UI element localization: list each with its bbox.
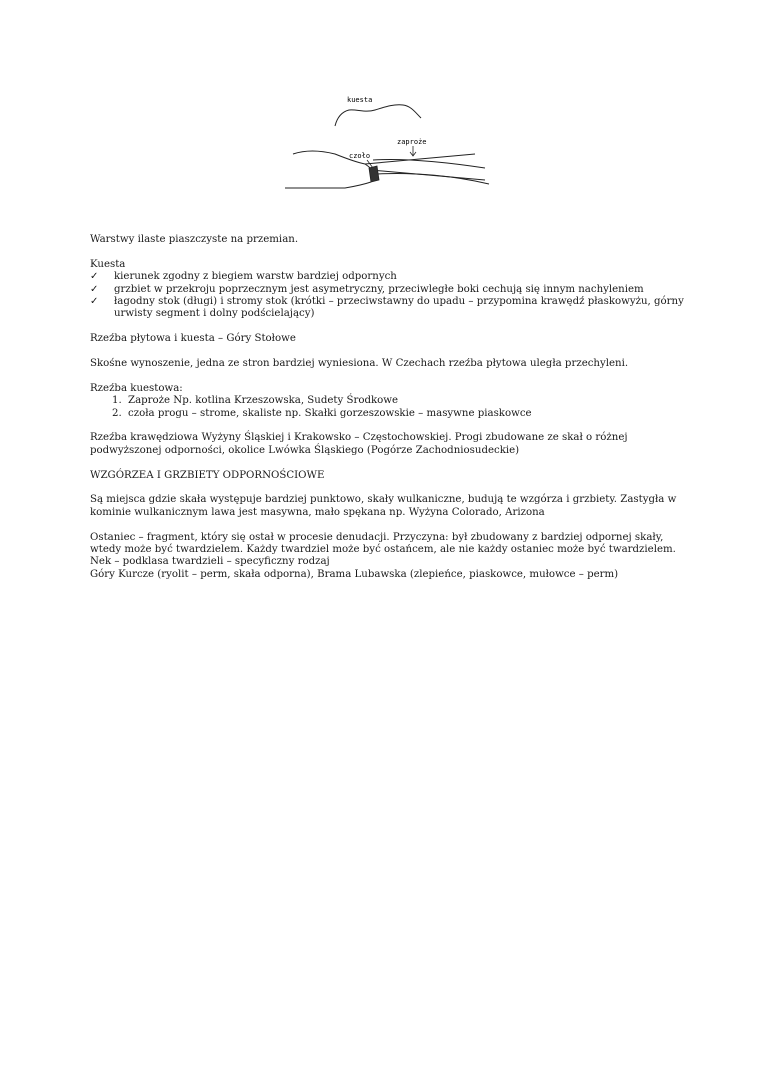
heading-wzgorza: WZGÓRZEA I GRZBIETY ODPORNOŚCIOWE bbox=[90, 469, 325, 481]
list-item bbox=[90, 408, 690, 420]
list-item-text: łagodny stok (długi) i stromy stok (krótki – przeciwstawny do upadu – przypomina krawędź płaskowyżu, górny urwisty segment i dolny podścielający) bbox=[114, 296, 684, 320]
paragraph-rzezba-plytowa: Rzeźba płytowa i kuesta – Góry Stołowe bbox=[90, 333, 296, 345]
lower-ground-line bbox=[285, 182, 371, 188]
kuesta-sketch-diagram bbox=[285, 88, 495, 198]
label-kuesta: kuesta bbox=[347, 96, 373, 104]
paragraph-sa-miejsca: Są miejsca gdzie skała występuje bardziej punktowo, skały wulkaniczne, budują te wzgórza i grzbiety. Zastygła w kominie wulkanicznym lawa jest masywna, mało spękana np. Wyżyna Colorado, Arizona bbox=[90, 494, 677, 518]
upper-layer-line bbox=[373, 159, 485, 168]
paragraph-skosne: Skośne wynoszenie, jedna ze stron bardziej wyniesiona. W Czechach rzeźba płytowa uległa przechyleni. bbox=[90, 358, 629, 370]
paragraph-warstwy: Warstwy ilaste piaszczyste na przemian. bbox=[90, 234, 299, 245]
list-item-text: Zaproże Np. kotlina Krzeszowska, Sudety Środkowe bbox=[128, 395, 399, 407]
checkmark-icon: ✓ bbox=[90, 271, 99, 283]
kuesta-outline-line bbox=[335, 105, 421, 126]
list-item-text: czoła progu – strome, skaliste np. Skałki gorzeszowskie – masywne piaskowce bbox=[128, 407, 532, 419]
document-text bbox=[90, 234, 690, 581]
label-czolo: czoło bbox=[349, 152, 371, 160]
escarpment-block bbox=[369, 166, 379, 182]
paragraph-ostaniec: Ostaniec – fragment, który się ostał w procesie denudacji. Przyczyna: był zbudowany z bardziej odpornej skały, wtedy może być twardzielem. Każdy twardziel może być ostańcem, ale nie każdy ostaniec może być twardzielem. bbox=[90, 531, 676, 556]
list-item bbox=[90, 395, 690, 407]
list-number: 2. bbox=[112, 407, 122, 419]
paragraph-gory-kurcze: Góry Kurcze (ryolit – perm, skała odporna), Brama Lubawska (zlepieńce, piaskowce, mułowce – perm) bbox=[90, 568, 619, 580]
paragraph-krawedziowa: Rzeźba krawędziowa Wyżyny Śląskiej i Krakowsko – Częstochowskiej. Progi zbudowane ze skał o różnej podwyższonej odporności, okolice Lwówka Śląskiego (Pogórze Zachodniosudeckie) bbox=[90, 432, 628, 456]
list-item-text: kierunek zgodny z biegiem warstw bardziej odpornych bbox=[114, 271, 397, 283]
heading-kuesta: Kuesta bbox=[90, 258, 126, 270]
heading-rzezba-kuestowa: Rzeźba kuestowa: bbox=[90, 382, 183, 394]
list-item bbox=[90, 296, 690, 321]
checkmark-icon: ✓ bbox=[90, 296, 99, 308]
list-item bbox=[90, 271, 690, 283]
list-item-text: grzbiet w przekroju poprzecznym jest asymetryczny, przeciwległe boki cechują się innym nachyleniem bbox=[114, 283, 644, 295]
zaproze-arrow bbox=[410, 146, 416, 156]
list-item bbox=[90, 284, 690, 296]
list-number: 1. bbox=[112, 395, 122, 407]
paragraph-nek: Nek – podklasa twardzieli – specyficzny rodzaj bbox=[90, 556, 330, 568]
label-zaproze: zaproże bbox=[397, 138, 427, 146]
checkmark-icon: ✓ bbox=[90, 283, 99, 295]
kuesta-list bbox=[90, 271, 690, 321]
layer-line-2 bbox=[365, 154, 475, 164]
rzezba-kuestowa-list bbox=[90, 395, 690, 420]
